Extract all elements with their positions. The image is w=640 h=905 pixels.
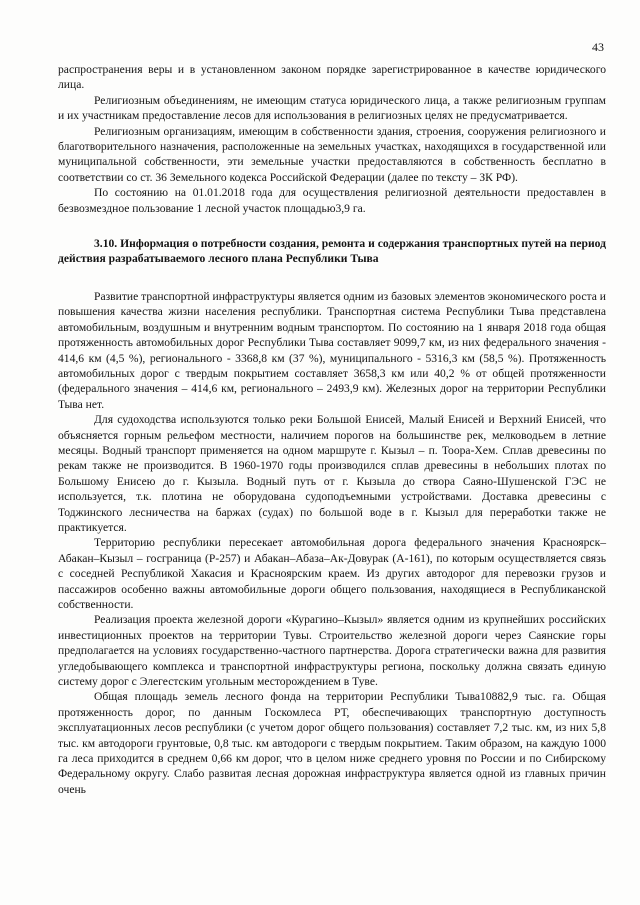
paragraph: Территорию республики пересекает автомобильная дорога федерального значения Красноярск–Абакан–Кызыл – госграница (Р-257) и Абакан–Абаза–Ак-Довурак (А-161), по которым осуществляется связь с соседней Республикой Хакасия и Красноярским краем. Из других автодорог для перевозки грузов и пассажиров особенно важны автомобильные дороги общего пользования, находящиеся в Республиканской собственности. [58,536,606,611]
page-number: 43 [592,40,604,54]
paragraph: Развитие транспортной инфраструктуры является одним из базовых элементов экономического роста и повышения качества жизни населения республики. Транспортная система Республики Тыва представлена автомобильным, воздушным и внутренним водным транспортом. По состоянию на 1 января 2018 года общая протяженность автомобильных дорог Республики Тыва составляет 9099,7 км, из них федерального значения - 414,6 км (4,5 %), регионального - 3368,8 км (37 %), муниципального - 5316,3 км (58,5 %). Протяженность автомобильных дорог с твердым покрытием составляет 3658,3 км или 40,2 % от общей протяженности (федерального значения – 414,6 км, регионального – 2493,9 км). Железных дорог на территории Республики Тыва нет. [58,289,606,411]
paragraph: Религиозным организациям, имеющим в собственности здания, строения, сооружения религиозного и благотворительного назначения, расположенные на земельных участках, находящихся в государственной или муниципальной собственности, эти земельные участки предоставляются в собственность бесплатно в соответствии со ст. 36 Земельного кодекса Российской Федерации (далее по тексту – ЗК РФ). [58,124,606,184]
page-content [58,62,606,797]
paragraph: Религиозным объединениям, не имеющим статуса юридического лица, а также религиозным группам и их участникам предоставление лесов для использования в религиозных целях не предусматривается. [58,93,606,123]
paragraph: Для судоходства используются только реки Большой Енисей, Малый Енисей и Верхний Енисей, что объясняется горным рельефом местности, наличием порогов на большинстве рек, мелководьем в летние месяцы. Водный транспорт применяется на одном маршруте г. Кызыл – п. Тоора-Хем. Сплав древесины по рекам также не производится. В 1960-1970 годы производился сплав древесины в небольших плотах по Большому Енисею до г. Кызыла. Водный путь от г. Кызыла до створа Саяно-Шушенской ГЭС не используется, т.к. плотина не оборудована судоподъемными устройствами. Доставка древесины с Тоджинского лесничества на баржах (судах) по большой воде в г. Кызыл для переработки также не практикуется. [58,413,606,534]
paragraph: распространения веры и в установленном законом порядке зарегистрированное в качестве юридического лица. [58,63,606,92]
section-heading: 3.10. Информация о потребности создания, ремонта и содержания транспортных путей на период действия разрабатываемого лесного плана Республики Тыва [58,237,606,266]
paragraph: Реализация проекта железной дороги «Курагино–Кызыл» является одним из крупнейших российских инвестиционных проектов на территории Тувы. Строительство железной дороги через Саянские горы предполагается на условиях государственно-частного партнерства. Дорога стратегически важна для развития угледобывающего комплекса и транспортной инфраструктуры региона, поскольку должна связать единую систему дорог с Элегестским угольным месторождением в Туве. [58,613,606,689]
paragraph: По состоянию на 01.01.2018 года для осуществления религиозной деятельности предоставлен в безвозмездное пользование 1 лесной участок площадью3,9 га. [58,186,606,215]
paragraph: Общая площадь земель лесного фонда на территории Республики Тыва10882,9 тыс. га. Общая протяженность дорог, по данным Госкомлеса РТ, обеспечивающих транспортную доступность эксплуатационных лесов республики (с учетом дорог общего пользования) составляет 7,2 тыс. км, из них 5,8 тыс. км автодороги грунтовые, 0,8 тыс. км автодороги с твердым покрытием. Таким образом, на каждую 1000 га леса приходится в среднем 0,66 км дорог, что в целом ниже среднего уровня по России и по Сибирскому Федеральному округу. Слабо развитая лесная дорожная инфраструктура является одной из главных причин очень [58,690,606,796]
